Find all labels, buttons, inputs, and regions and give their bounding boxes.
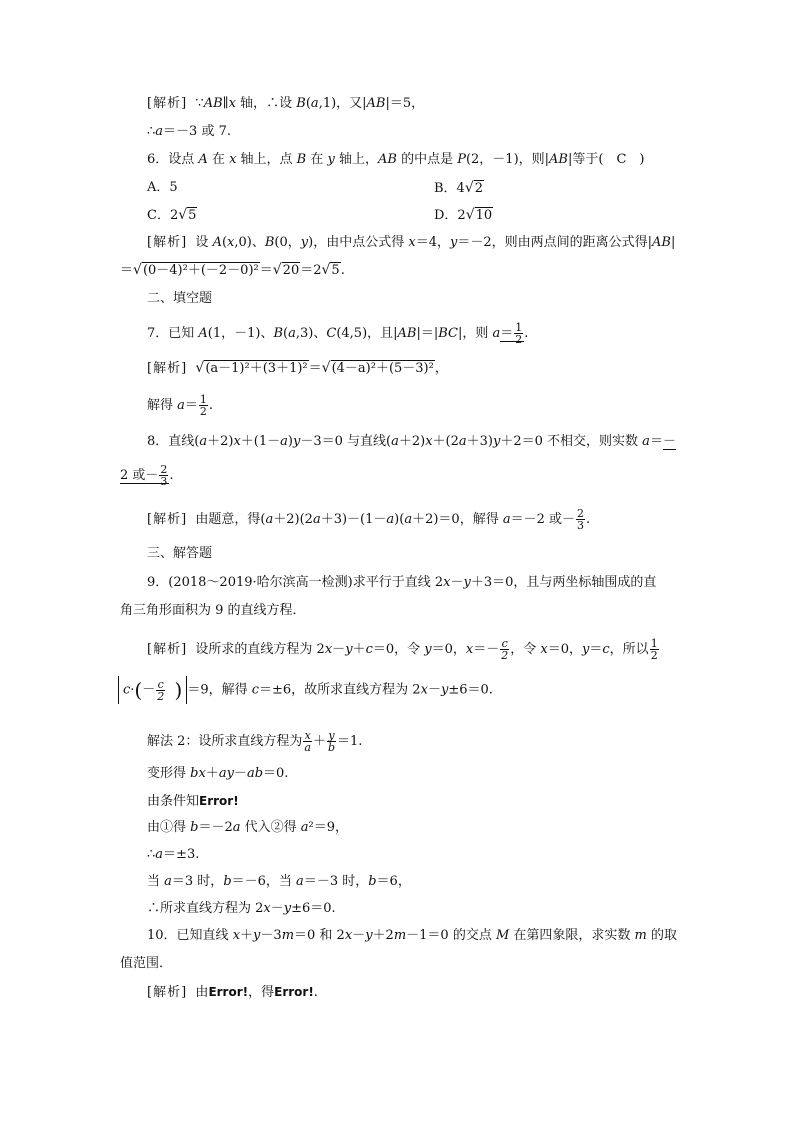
math-var: y	[283, 901, 292, 916]
section-title: 二、填空题	[147, 291, 213, 306]
text: ＝±3.	[163, 847, 200, 862]
fraction	[650, 638, 659, 661]
radicand: 5	[331, 263, 340, 278]
text: 8．直线(	[147, 434, 200, 449]
method-2-line-6	[147, 874, 411, 890]
text: －	[142, 682, 156, 698]
analysis-tag: [解析]	[147, 512, 188, 527]
text: ＋2)＝0，解得	[412, 512, 503, 527]
math-var: A	[198, 326, 208, 341]
text: 代入②得	[240, 820, 301, 835]
numerator: c	[501, 637, 508, 650]
text: (4,5)，且|	[336, 326, 398, 341]
sqrt-sign: √	[133, 262, 142, 278]
text: ＋	[312, 734, 326, 749]
method-2-line-7	[147, 901, 336, 917]
math-var: AB	[366, 96, 386, 111]
text: .	[313, 985, 318, 1000]
text: ∴	[147, 847, 156, 862]
text: ＝－2	[198, 820, 233, 835]
option-d-text: D．2	[434, 208, 466, 223]
text: 6．设点	[147, 152, 199, 167]
text: .	[208, 398, 214, 413]
math-var: y	[253, 928, 261, 943]
text: ±6＝0.	[448, 682, 493, 698]
text: －	[352, 928, 366, 943]
math-var: a	[300, 820, 309, 835]
numerator: y	[328, 729, 335, 742]
text: (	[283, 326, 289, 341]
fraction	[303, 730, 312, 753]
error-placeholder: Error!	[208, 985, 249, 999]
math-var: ab	[246, 766, 264, 781]
option-b-text: B．4	[434, 181, 465, 196]
math-var: a	[310, 96, 319, 111]
option-a	[147, 180, 178, 196]
text: ＋3＝0，且与两坐标轴围成的直	[470, 575, 657, 590]
text: 设	[195, 235, 213, 250]
text: 当	[147, 874, 165, 889]
text: －	[427, 682, 441, 698]
error-placeholder: Error!	[274, 985, 314, 999]
option-b	[434, 180, 484, 197]
text: )，由中点公式得	[308, 235, 409, 250]
method-2-line-1	[147, 730, 362, 753]
math-var: m	[281, 928, 295, 943]
text: 的取	[646, 928, 678, 943]
option-a-text: A．5	[147, 180, 178, 195]
text: ＝0，令	[372, 642, 425, 657]
math-var: AB	[397, 326, 417, 341]
math-var: AB	[651, 235, 671, 250]
paren: )	[174, 678, 183, 702]
math-var: a	[155, 847, 164, 862]
text: )	[287, 434, 293, 449]
radicand: 20	[282, 263, 300, 278]
text: ＋	[205, 766, 219, 781]
math-var: y	[292, 434, 301, 449]
math-var: B	[273, 326, 284, 341]
denominator: 3	[160, 475, 168, 488]
denominator: b	[327, 741, 336, 754]
text: ＝0.	[263, 766, 289, 781]
denominator: 2	[515, 333, 523, 346]
math-var: a	[492, 326, 501, 341]
denominator: 2	[199, 405, 207, 418]
text: (	[221, 235, 228, 250]
math-var: x	[425, 434, 433, 449]
math-var: x	[324, 642, 333, 657]
text: ,3)、	[295, 326, 327, 341]
text: 轴上，	[334, 152, 378, 167]
text: 解法 2：设所求直线方程为	[147, 734, 303, 749]
question-9-line-2	[120, 603, 306, 619]
answer-blank	[500, 321, 524, 346]
radicand: 2	[474, 181, 484, 196]
text: ∵	[195, 96, 204, 111]
math-var: y	[449, 235, 458, 250]
question-8-line-2	[120, 464, 174, 487]
math-var: y	[493, 434, 501, 449]
solution-7-line-2	[147, 394, 213, 417]
math-var: y	[440, 682, 449, 698]
math-var: c	[602, 642, 610, 657]
text: )(	[394, 512, 405, 527]
question-8-line-1	[147, 434, 676, 450]
denominator: 2	[501, 649, 509, 662]
text: 由	[195, 985, 209, 1000]
fraction	[159, 464, 168, 487]
analysis-tag: [解析]	[147, 361, 188, 376]
math-var: a	[155, 124, 164, 139]
math-var: M	[495, 928, 510, 943]
text: －3＝0 与直线(	[300, 434, 392, 449]
math-var: a	[502, 512, 511, 527]
text: .	[524, 326, 529, 341]
text: －	[332, 642, 346, 657]
solution-7-line-1	[147, 360, 448, 377]
text: ＋(2	[432, 434, 459, 449]
text: ＝0 和 2	[294, 928, 345, 943]
text: ＝－3 或 7.	[163, 124, 231, 139]
fraction	[514, 322, 523, 345]
math-var: C	[326, 326, 337, 341]
math-var: B	[264, 235, 275, 250]
text: ＝9，解得	[187, 682, 252, 698]
text: ＝4，	[415, 235, 450, 250]
text: ，得	[248, 985, 275, 1000]
text: 9．(2018～2019·哈尔滨高一检测)求平行于直线 2	[147, 575, 444, 590]
text: ＝6，	[376, 874, 411, 889]
math-var: B	[296, 96, 306, 111]
math-var: y	[365, 928, 373, 943]
math-var: x	[344, 928, 353, 943]
method-2-line-3	[147, 793, 239, 810]
text: ,1)，又|	[318, 96, 367, 111]
math-var: a	[280, 434, 288, 449]
text: ＝	[184, 398, 198, 413]
text: ＝－	[473, 642, 500, 657]
text: ＋2)	[398, 434, 426, 449]
text: (	[305, 96, 311, 111]
fraction	[327, 730, 336, 753]
math-var: x	[233, 434, 241, 449]
numerator: 1	[515, 321, 523, 334]
fraction	[576, 508, 585, 531]
numerator: 2	[577, 507, 585, 520]
math-var: BC	[438, 326, 458, 341]
text: ＝0，	[431, 642, 466, 657]
text: 轴，∴设	[236, 96, 297, 111]
math-var: a	[404, 512, 413, 527]
denominator: a	[304, 741, 311, 754]
denominator: 2	[157, 689, 165, 703]
option-c	[147, 207, 197, 224]
math-var: x	[263, 901, 271, 916]
text: |等于( C )	[568, 152, 645, 167]
section-title: 三、解答题	[147, 546, 213, 561]
math-var: a	[232, 820, 241, 835]
text: ∥	[222, 96, 229, 111]
math-var: y	[345, 642, 353, 657]
question-7	[147, 322, 528, 345]
math-var: a	[642, 434, 650, 449]
numerator: 1	[199, 393, 207, 406]
text: ，令	[510, 642, 541, 657]
section-heading-fill-in	[147, 291, 212, 307]
math-var: y	[582, 642, 590, 657]
math-var: c	[123, 682, 131, 698]
math-var: x	[420, 682, 428, 698]
solution-10	[147, 984, 318, 1001]
numerator: 2	[160, 463, 168, 476]
text: ＝3 时，	[171, 874, 224, 889]
option-c-text: C．2	[147, 208, 179, 223]
text: ＝1.	[337, 734, 363, 749]
radicand: (4－a)²＋(5－3)²	[331, 361, 434, 376]
math-var: a	[199, 434, 208, 449]
math-var: b	[368, 874, 377, 889]
sqrt-sign: √	[465, 207, 475, 223]
sqrt-sign: √	[195, 360, 205, 376]
solution-line-5b	[147, 124, 231, 140]
math-var: P	[457, 152, 466, 167]
method-2-line-5	[147, 847, 199, 863]
text: ＋	[240, 928, 254, 943]
solution-6-line-1	[147, 235, 675, 251]
fraction	[199, 394, 208, 417]
math-var: y	[327, 152, 335, 167]
math-var: a	[177, 398, 185, 413]
text: .	[169, 468, 174, 483]
math-var: x	[227, 235, 235, 250]
question-9-line-1	[147, 575, 656, 591]
math-var: a	[312, 512, 321, 527]
fraction	[500, 638, 509, 661]
denominator: 2	[650, 649, 658, 662]
text: ＝	[589, 642, 603, 657]
math-var: AB	[549, 152, 568, 167]
question-6	[147, 152, 644, 168]
text: －	[233, 766, 247, 781]
math-var: x	[232, 928, 241, 943]
answer-blank: －	[662, 434, 676, 449]
text: (1，－1)、	[207, 326, 274, 341]
text: 10．已知直线	[147, 928, 233, 943]
math-var: a	[296, 874, 304, 889]
radicand: (a－1)²＋(3＋1)²	[205, 361, 308, 376]
text: .	[586, 512, 591, 527]
radicand: 10	[475, 208, 493, 223]
text: －3	[260, 928, 282, 943]
math-var: b	[190, 820, 199, 835]
error-placeholder: Error!	[199, 794, 239, 808]
text: 解得	[147, 398, 178, 413]
math-var: x	[540, 642, 548, 657]
math-var: x	[443, 575, 451, 590]
math-var: bx	[190, 766, 206, 781]
math-var: B	[296, 152, 307, 167]
math-var: a	[386, 512, 395, 527]
text: 变形得	[147, 766, 191, 781]
text: (0，	[274, 235, 301, 250]
text: ²＝9，	[308, 820, 349, 835]
math-var: a	[458, 434, 467, 449]
math-var: x	[465, 642, 474, 657]
fraction	[156, 679, 165, 702]
math-var: y	[463, 575, 471, 590]
answer-blank	[120, 463, 169, 488]
text: ＝－3 时，	[303, 874, 369, 889]
text: ＋	[352, 642, 366, 657]
math-var: A	[198, 152, 208, 167]
text: ＝	[649, 434, 663, 449]
math-var: y	[424, 642, 432, 657]
math-var: a	[288, 326, 296, 341]
option-d	[434, 207, 493, 224]
text: ＝－2，则由两点间的距离公式得|	[457, 235, 652, 250]
text: ＝	[259, 263, 273, 278]
text: |＝5，	[385, 96, 425, 111]
text: 由题意，得(	[195, 512, 266, 527]
text: |＝|	[416, 326, 439, 341]
text: ＝2	[300, 263, 322, 278]
solution-8	[147, 508, 590, 531]
text: 设所求的直线方程为 2	[195, 642, 325, 657]
question-10-line-2	[120, 956, 172, 972]
math-var: AB	[203, 96, 223, 111]
text: ＋3)	[466, 434, 493, 449]
solution-6-line-2	[120, 262, 345, 279]
numerator: x	[304, 729, 311, 742]
text: ＋2)	[207, 434, 234, 449]
sqrt-sign: √	[272, 262, 282, 278]
radicand: 5	[188, 208, 197, 223]
text: 7．已知	[147, 326, 199, 341]
analysis-tag: [解析]	[147, 985, 188, 1000]
math-var: m	[393, 928, 407, 943]
absolute-value	[118, 676, 187, 704]
text: ＋(1－	[240, 434, 281, 449]
text: 由条件知	[147, 794, 200, 809]
math-var: AB	[378, 152, 397, 167]
text: ＝－2 或－	[510, 512, 576, 527]
text: ＋2	[372, 928, 394, 943]
math-var: c	[251, 682, 260, 698]
sqrt-sign: √	[321, 360, 331, 376]
sqrt-sign: √	[178, 207, 188, 223]
denominator: 3	[577, 519, 585, 532]
text: ∴所求直线方程为 2	[147, 901, 264, 916]
text: ·	[130, 682, 135, 698]
math-var: A	[212, 235, 222, 250]
text: ＝	[500, 326, 514, 341]
math-var: x	[229, 152, 237, 167]
analysis-tag: [解析]	[147, 235, 188, 250]
solution-9-line-2	[118, 676, 493, 705]
text: 在第四象限，求实数	[509, 928, 635, 943]
text: 的中点是	[396, 152, 458, 167]
text: －	[450, 575, 464, 590]
text: ＝±6，故所求直线方程为 2	[259, 682, 421, 698]
math-var: a	[164, 874, 172, 889]
method-2-line-4	[147, 820, 348, 836]
text: ∴	[147, 124, 156, 139]
math-var: m	[634, 928, 647, 943]
text: ＋2)(2	[273, 512, 313, 527]
paren: (	[134, 678, 143, 702]
sqrt-sign: √	[464, 180, 474, 196]
solution-line-5	[147, 96, 424, 112]
text: 在	[207, 152, 230, 167]
text: 2 或－	[120, 468, 159, 483]
math-var: a	[391, 434, 399, 449]
math-var: c	[365, 642, 373, 657]
numerator: 1	[650, 637, 658, 650]
text: .	[340, 263, 345, 278]
analysis-tag: [解析]	[147, 96, 188, 111]
text: ＝－6，当	[231, 874, 297, 889]
question-10-line-1	[147, 928, 677, 944]
sqrt-sign: √	[321, 262, 331, 278]
text: ，	[434, 361, 448, 376]
method-2-line-2	[147, 766, 288, 782]
text: 轴上，点	[236, 152, 297, 167]
text: 角三角形面积为 9 的直线方程．	[120, 603, 306, 618]
text: 由①得	[147, 820, 191, 835]
text: ，所以	[609, 642, 649, 657]
text: 值范围．	[120, 956, 173, 971]
numerator: c	[157, 677, 164, 691]
radicand: (0－4)²＋(－2－0)²	[142, 263, 259, 278]
text: －	[270, 901, 284, 916]
math-var: ay	[218, 766, 234, 781]
math-var: x	[408, 235, 416, 250]
text: ＋2＝0 不相交，则实数	[500, 434, 643, 449]
solution-9-line-1	[147, 638, 660, 661]
text: ±6＝0.	[291, 901, 336, 916]
text: ＋3)－(1－	[320, 512, 387, 527]
text: ＝	[120, 263, 134, 278]
text: －1＝0 的交点	[406, 928, 496, 943]
math-var: x	[228, 96, 237, 111]
text: |	[670, 235, 676, 250]
analysis-tag: [解析]	[147, 642, 188, 657]
section-heading-solutions	[147, 546, 212, 562]
text: ＝	[308, 361, 322, 376]
text: |，则	[458, 326, 493, 341]
text: ,0)、	[234, 235, 265, 250]
text: ＝0，	[547, 642, 583, 657]
math-var: y	[300, 235, 309, 250]
math-var: a	[265, 512, 274, 527]
text: (2，－1)，则|	[465, 152, 550, 167]
text: 在	[306, 152, 328, 167]
math-var: b	[223, 874, 232, 889]
